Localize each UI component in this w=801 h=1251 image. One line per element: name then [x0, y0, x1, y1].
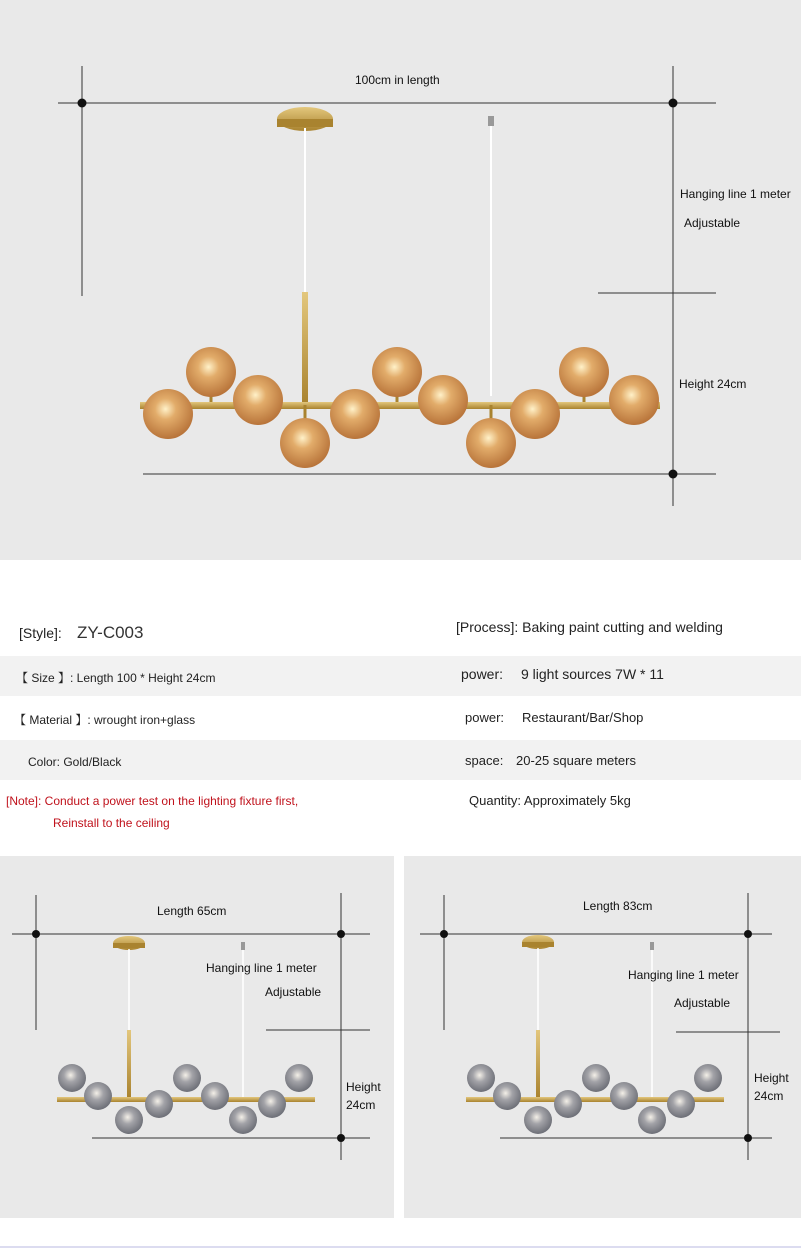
power-label-2: power:	[465, 710, 505, 725]
left-height-label-2: 24cm	[346, 1098, 376, 1112]
process-text: [Process]: Baking paint cutting and welding	[456, 619, 723, 635]
top-length-label: 100cm in length	[355, 73, 440, 87]
left-dimension-lines	[12, 893, 370, 1160]
style-label: [Style]:	[19, 625, 62, 641]
power-value-2: Restaurant/Bar/Shop	[522, 710, 644, 725]
right-height-label-2: 24cm	[754, 1089, 784, 1103]
space-value: 20-25 square meters	[516, 753, 636, 768]
style-value: ZY-C003	[77, 623, 144, 642]
top-height-label: Height 24cm	[679, 377, 747, 391]
material-text: 【 Material 】: wrought iron+glass	[14, 713, 196, 727]
space-label: space:	[465, 753, 504, 768]
right-length-label: Length 83cm	[583, 899, 653, 913]
right-hanging-label: Hanging line 1 meter	[628, 968, 739, 982]
note-line-2: Reinstall to the ceiling	[53, 816, 170, 830]
right-height-label-1: Height	[754, 1071, 789, 1085]
quantity-text: Quantity: Approximately 5kg	[469, 793, 631, 808]
top-adjustable-label: Adjustable	[684, 216, 741, 230]
top-chandelier	[140, 107, 660, 468]
power-value-1: 9 light sources 7W * 11	[521, 666, 664, 682]
size-text: 【 Size 】: Length 100 * Height 24cm	[16, 671, 216, 685]
top-dimension-lines	[58, 66, 716, 506]
power-label-1: power:	[461, 666, 504, 682]
left-height-label-1: Height	[346, 1080, 381, 1094]
right-adjustable-label: Adjustable	[674, 996, 731, 1010]
note-line-1: [Note]: Conduct a power test on the lighting fixture first,	[6, 794, 299, 808]
right-dimension-lines	[420, 893, 780, 1160]
left-adjustable-label: Adjustable	[265, 985, 322, 999]
left-hanging-label: Hanging line 1 meter	[206, 961, 317, 975]
color-text: Color: Gold/Black	[28, 755, 122, 769]
right-chandelier	[466, 935, 724, 1134]
top-hanging-label: Hanging line 1 meter	[680, 187, 791, 201]
left-length-label: Length 65cm	[157, 904, 227, 918]
